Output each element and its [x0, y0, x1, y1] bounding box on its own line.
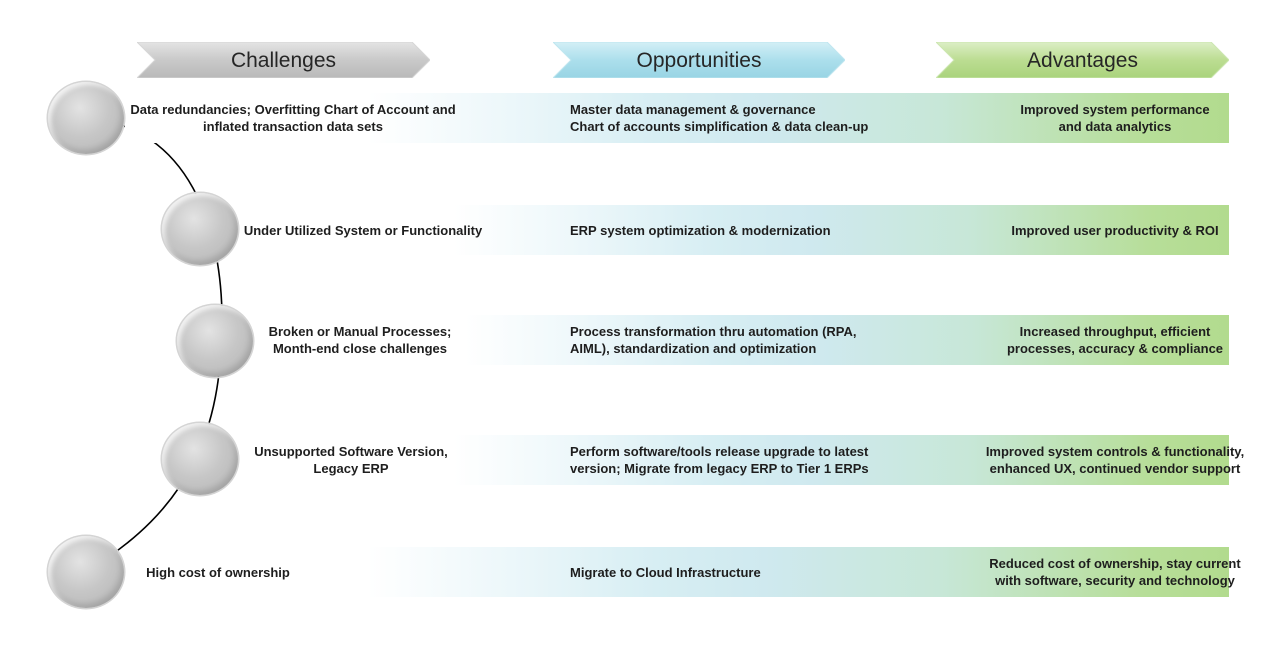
opportunity-text-5: Migrate to Cloud Infrastructure	[570, 564, 761, 580]
timeline-node-2	[162, 193, 238, 265]
timeline-node-5	[48, 536, 124, 608]
opportunity-text-4: Perform software/tools release upgrade to latest version; Migrate from legacy ERP to Tier 1 ERPs	[570, 444, 869, 476]
opportunity-text-1: Master data management & governance Chart of accounts simplification & data clean-up	[570, 102, 869, 134]
advantage-text-4: Improved system controls & functionality, enhanced UX, continued vendor support	[985, 444, 1245, 476]
timeline-node-4	[162, 423, 238, 495]
challenge-text-3: Broken or Manual Processes; Month-end close challenges	[268, 324, 452, 356]
challenge-text-2: Under Utilized System or Functionality	[243, 222, 483, 238]
advantage-text-3: Increased throughput, efficient processes, accuracy & compliance	[1006, 324, 1224, 356]
opportunities-header-label: Opportunities	[636, 49, 762, 72]
timeline-node-1	[48, 82, 124, 154]
timeline-node-3	[177, 305, 253, 377]
challenge-text-1: Data redundancies; Overfitting Chart of Account and inflated transaction data sets	[130, 102, 456, 134]
advantage-text-2: Improved user productivity & ROI	[1011, 222, 1219, 238]
advantage-text-1: Improved system performance and data analytics	[1020, 102, 1210, 134]
challenge-text-5: High cost of ownership	[146, 564, 290, 580]
advantages-header-label: Advantages	[1027, 49, 1138, 72]
challenges-header-label: Challenges	[230, 49, 337, 72]
opportunity-text-2: ERP system optimization & modernization	[570, 222, 831, 238]
advantage-text-5: Reduced cost of ownership, stay current with software, security and technology	[989, 556, 1241, 588]
challenge-text-4: Unsupported Software Version, Legacy ERP	[254, 444, 448, 476]
opportunity-text-3: Process transformation thru automation (RPA, AIML), standardization and optimization	[570, 324, 857, 356]
